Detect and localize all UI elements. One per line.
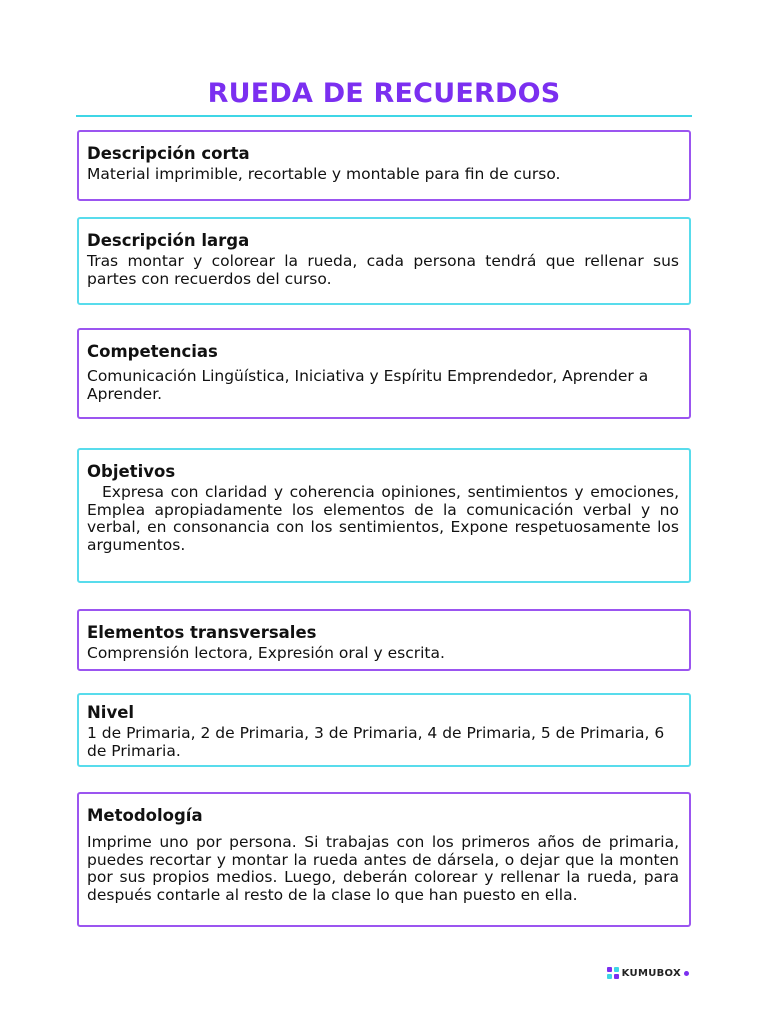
section-text: Material imprimible, recortable y montable para fin de curso. <box>87 165 561 183</box>
section-text: Comunicación Lingüística, Iniciativa y Espíritu Emprendedor, Aprender a Aprender. <box>87 367 649 403</box>
section-heading: Objetivos <box>87 462 176 481</box>
section-text: Comprensión lectora, Expresión oral y escrita. <box>87 644 445 662</box>
section-text: 1 de Primaria, 2 de Primaria, 3 de Primaria, 4 de Primaria, 5 de Primaria, 6 de Primaria. <box>87 724 665 760</box>
section-cross-cutting-elements <box>77 609 691 671</box>
kumubox-logo-icon <box>607 967 619 979</box>
section-text: Expresa con claridad y coherencia opiniones, sentimientos y emociones, Emplea apropiadamente los elementos de la comunicación verbal y no verbal, en consonancia con los sentimientos, Expone respetuosamente los argumentos. <box>87 483 679 554</box>
section-short-description <box>77 130 691 201</box>
logo-dot <box>684 971 689 976</box>
section-objectives <box>77 448 691 583</box>
section-heading: Descripción larga <box>87 231 250 250</box>
section-methodology <box>77 792 691 927</box>
section-heading: Elementos transversales <box>87 623 317 642</box>
section-text: Tras montar y colorear la rueda, cada persona tendrá que rellenar sus partes con recuerdos del curso. <box>87 252 679 288</box>
section-heading: Nivel <box>87 703 135 722</box>
section-text: Imprime uno por persona. Si trabajas con los primeros años de primaria, puedes recortar y montar la rueda antes de dársela, o dejar que la monten por sus propios medios. Luego, deberán colorear y rellenar la rueda, para después contarle al resto de la clase lo que han puesto en ella. <box>87 833 679 904</box>
section-heading: Metodología <box>87 806 203 825</box>
title-divider <box>76 115 692 117</box>
logo-text: KUMUBOX <box>621 967 681 979</box>
kumubox-logo <box>607 966 689 980</box>
section-heading: Competencias <box>87 342 218 361</box>
section-heading: Descripción corta <box>87 144 250 163</box>
section-competencies <box>77 328 691 419</box>
section-long-description <box>77 217 691 305</box>
page-title: RUEDA DE RECUERDOS <box>207 78 561 109</box>
section-level <box>77 693 691 767</box>
